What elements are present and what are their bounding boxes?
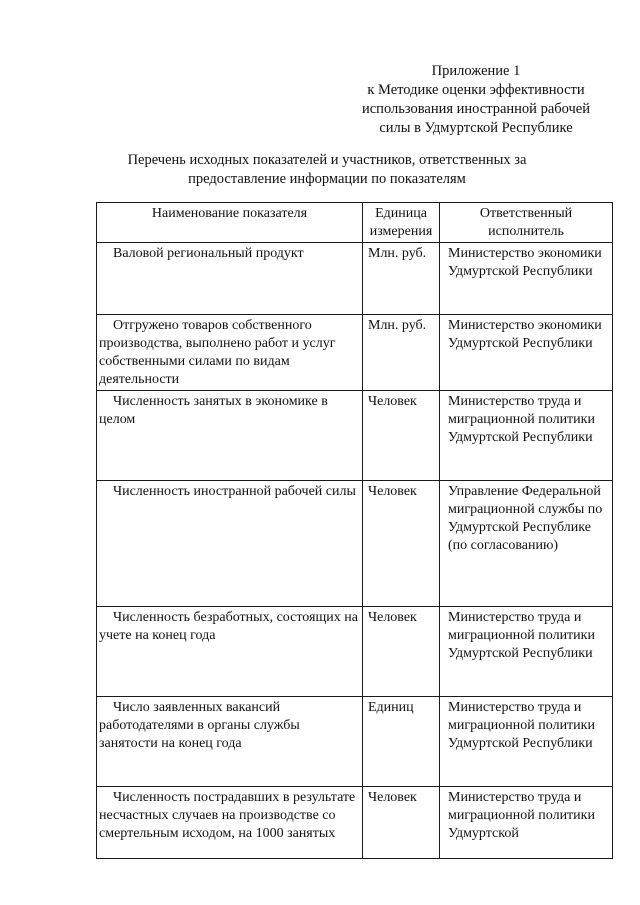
header-indicator-name: Наименование показателя xyxy=(97,203,363,243)
table-row xyxy=(97,243,613,315)
title-line: Перечень исходных показателей и участников, ответственных за xyxy=(127,152,527,168)
indicator-responsible: Министерство труда и миграционной политики Удмуртской Республики xyxy=(440,391,613,481)
document-title xyxy=(92,151,562,189)
indicator-responsible: Министерство труда и миграционной политики Удмуртской Республики xyxy=(440,697,613,787)
table-row xyxy=(97,787,613,859)
indicator-unit: Единиц xyxy=(363,697,440,787)
indicator-unit: Человек xyxy=(363,391,440,481)
indicator-unit: Человек xyxy=(363,481,440,607)
appendix-line: Приложение 1 xyxy=(431,63,521,79)
indicator-responsible: Министерство труда и миграционной политики Удмуртской Республики xyxy=(440,607,613,697)
header-responsible: Ответственный исполнитель xyxy=(440,203,613,243)
indicator-unit: Млн. руб. xyxy=(363,315,440,391)
indicator-responsible: Министерство экономики Удмуртской Республики xyxy=(440,315,613,391)
indicator-unit: Человек xyxy=(363,607,440,697)
table-row xyxy=(97,391,613,481)
table-header-row xyxy=(97,203,613,243)
indicators-table xyxy=(96,202,613,859)
appendix-line: к Методике оценки эффективности xyxy=(367,82,585,98)
table-row xyxy=(97,315,613,391)
appendix-header xyxy=(356,62,596,138)
appendix-line: использования иностранной рабочей xyxy=(361,101,590,117)
indicator-name: Численность пострадавших в результате несчастных случаев на производстве со смертельным исходом, на 1000 занятых xyxy=(97,787,363,859)
indicator-name: Число заявленных вакансий работодателями в органы службы занятости на конец года xyxy=(97,697,363,787)
indicator-name: Численность безработных, состоящих на учете на конец года xyxy=(97,607,363,697)
indicator-name: Численность иностранной рабочей силы xyxy=(97,481,363,607)
indicator-unit: Человек xyxy=(363,787,440,859)
appendix-line: силы в Удмуртской Республике xyxy=(379,120,573,136)
indicator-responsible: Управление Федеральной миграционной службы по Удмуртской Республике (по согласованию) xyxy=(440,481,613,607)
header-unit: Единица измерения xyxy=(363,203,440,243)
indicator-name: Валовой региональный продукт xyxy=(97,243,363,315)
indicator-name: Отгружено товаров собственного производства, выполнено работ и услуг собственными силами по видам деятельности xyxy=(97,315,363,391)
table-row xyxy=(97,607,613,697)
indicator-unit: Млн. руб. xyxy=(363,243,440,315)
indicator-responsible: Министерство экономики Удмуртской Республики xyxy=(440,243,613,315)
indicator-responsible: Министерство труда и миграционной политики Удмуртской xyxy=(440,787,613,859)
indicator-name: Численность занятых в экономике в целом xyxy=(97,391,363,481)
table-row xyxy=(97,697,613,787)
title-line: предоставление информации по показателям xyxy=(188,171,466,187)
table-row xyxy=(97,481,613,607)
